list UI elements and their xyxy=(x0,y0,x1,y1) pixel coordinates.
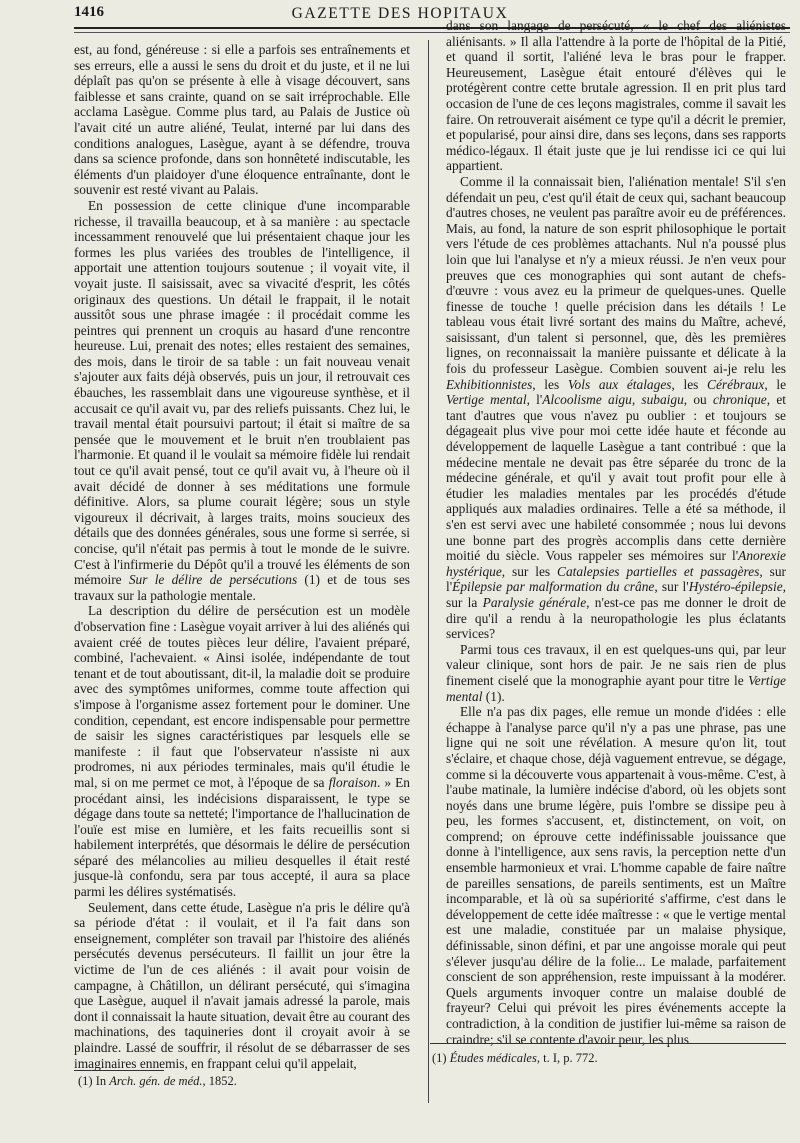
italic-title: Hystéro-épilepsie xyxy=(688,579,783,595)
paragraph: dans son langage de persécuté, « le chef des aliénistes aliénisants. » Il alla l'attendre à la porte de l'hôpital de la Pitié, et quand il sortit, l'aliéné leva le bras pour le frapper. Heureusement, Lasègue était entouré d'élèves qui le protégèrent contre cette brutale agression. Il en prit plus tard occasion de l'une de ces leçons magistrales, comme il savait les faire. On retrouverait aisément ce type qu'il a décrit le premier, et popularisé, pour ainsi dire, dans ses leçons, dans ses rapports médico-légaux. Il était juste que je lui rendisse ici ce qui lui appartient. xyxy=(446,18,786,174)
text-run: En possession de cette clinique d'une incomparable richesse, il travailla beaucoup, et à sa manière : au spectacle incessamment renouvelé que lui présentaient chaque jour les formes les plus variées des troubles de l'intelligence, il apportait une attention toujours soutenue ; il voyait vite, il voyait juste. Il saisissait, avec sa vivacité d'esprit, les côtés originaux des questions. Un détail le frappait, il le notait aussitôt sous une phrase imagée : il procédait comme les peintres qui prennent un croquis au hasard d'une rencontre heureuse. Lui, prenait des notes; elles restaient des semaines, des mois, dans le tiroir de sa table : un fait nouveau venait s'ajouter aux faits déjà observés, puis un jour, il retrouvait ces ébauches, les rassemblait dans une vigoureuse synthèse, et il accusait ce qu'il avait vu, par des reliefs puissants. Chez lui, le travail mental était poursuivi partout; il était si maître de sa pensée que le mouvement et le bruit n'en troublaient pas l'harmonie. Et quand il le voulait sa mémoire fidèle lui rendait tout ce qu'il avait pensé, tout ce qu'il avait vu, à l'heure où il avait décidé de donner à ses méditations une formule définitive. Alors, sa plume courait légère; sous un style vigoureux il décrivait, à larges traits, moins soucieux des détails que des données générales, sous une forme si serrée, si concise, qu'il n'était pas permis à tout le monde de le suivre. C'est à l'infirmerie du Dépôt qu'il a trouvé les éléments de son mémoire xyxy=(74,197,410,588)
footnote xyxy=(432,1051,598,1066)
italic-title: Vertige mental xyxy=(446,392,527,408)
column-separator xyxy=(428,40,429,1103)
text-run: Parmi tous ces travaux, il en est quelques-uns qui, par leur valeur clinique, sont hors de pair. Je ne sais rien de plus finement ciselé que la monographie ayant pour titre le xyxy=(446,641,786,688)
right-column xyxy=(446,18,786,1047)
footnote-rule xyxy=(74,1070,164,1071)
text-run: , n'est-ce pas me donner le droit de dire qu'il a rendu à la neuropathologie les plus éclatants services? xyxy=(446,594,786,642)
left-column xyxy=(74,42,410,1071)
paragraph xyxy=(74,198,410,603)
text-run: , les xyxy=(532,376,568,392)
text-run: , t. I, p. 772. xyxy=(536,1051,598,1065)
text-run: , ou xyxy=(683,392,713,408)
italic-source: Études médicales xyxy=(449,1051,537,1065)
paragraph xyxy=(446,174,786,642)
text-run: , sur l' xyxy=(654,579,689,595)
paragraph: est, au fond, généreuse : si elle a parfois ses entraînements et ses erreurs, elle a aussi le sens du droit et du juste, et il ne lui déplaît pas qu'on se présente à elle à visage découvert, sans faiblesse et sans crainte, quand on se sait irréprochable. Elle acclama Lasègue. Comme plus tard, au Palais de Justice où l'avait cité un autre aliéné, Teulat, interné par lui dans des conditions analogues, Lasègue, ayant à se défendre, trouva dans sa science profonde, dans son honnêteté indiscutable, les éléments d'un plaidoyer d'une éloquence entraînante, dont le souvenir est resté vivant au Palais. xyxy=(74,42,410,198)
text-run: (1) xyxy=(432,1051,450,1065)
italic-title: Paralysie générale xyxy=(482,594,587,610)
paragraph: Seulement, dans cette étude, Lasègue n'a pris le délire qu'à sa période d'état : il voulait, et il l'a fait dans son enseignement, compléter son travail par l'histoire des aliénés persécutés devenus persécuteurs. Il faillit un jour être la victime de l'un de ces aliénés : il avait pour voisin de campagne, à Châtillon, un délirant persécuté, qui s'imagina que Lasègue, auquel il n'avait jamais adressé la parole, mais dont il connaissait la haute situation, devait être au courant des machinations, des taquineries dont il croyait avoir à se plaindre. Lassé de souffrir, il résolut de se débarrasser de ses imaginaires ennemis, en frappant celui qu'il appelait, xyxy=(74,899,410,1071)
italic-title: Cérébraux xyxy=(707,376,765,392)
text-run: , sur les xyxy=(501,563,558,579)
text-run: , sur la xyxy=(446,579,786,610)
text-run: (1) In xyxy=(78,1074,110,1088)
running-title: GAZETTE DES HOPITAUX xyxy=(291,5,509,22)
text-run: (1) et de tous ses travaux sur la pathologie mentale. xyxy=(74,572,410,603)
text-run: Comme il la connaissait bien, l'aliénation mentale! S'il s'en défendait un peu, c'est qu'il était de ceux qui, sachant beaucoup d'autres choses, ne veulent pas paraître avoir eu de préférences. Mais, au fond, la nature de son esprit philosophique le portait vers l'étude de ces problèmes attachants. Nul n'a poussé plus loin que lui l'analyse et n'y a mieux réussi. Je n'en veux pour preuves que ces monographies qui sont autant de chefs-d'œuvre : vous avez eu la primeur de quelques-unes. Quelle finesse de touche ! quelle précision dans les détails ! Le tableau vous était livré sortant des mains du Maître, achevé, saisissant, d'un talent si personnel, que, dès les premières lignes, on reconnaissait la manière puissante et délicate à la fois du professeur Lasègue. Combien souvent ai-je relu les xyxy=(446,173,786,377)
italic-title: chronique xyxy=(712,392,767,408)
italic-title: Catalepsies partielles et passagères xyxy=(557,563,760,579)
text-run: . » En procédant ainsi, les indécisions disparaissent, le type se dégage dans toute sa netteté; l'importance de l'hallucination de l'ouïe est mise en lumière, et les faits recueillis sont si habilement interprétés, que désormais le délire de persécution séparé des mélancolies au milieu desquelles il était resté jusque-là confondu, sera par tous accepté, il aura sa place parmi les délires systématisés. xyxy=(74,774,410,900)
paragraph xyxy=(446,642,786,704)
text-run: , le xyxy=(764,376,787,392)
paragraph: Elle n'a pas dix pages, elle remue un monde d'idées : elle échappe à l'analyse parce qu'il n'y a pas une phrase, pas une ligne qui ne soit une révélation. A mesure qu'on lit, tout s'éclaire, et chaque chose, déjà vaguement entrevue, se dégage, comme si la découverte vous appartenait à vous-même. C'est, à l'aube matinale, la lumière indécise d'abord, où les objets sont noyés dans une brume légère, puis l'ombre se dissipe peu à peu, les formes s'accusent, et, distinctement, on voit, on comprend; on éprouve cette indéfinissable jouissance que donne à l'intelligence, aux sens ravis, la perception nette d'un ensemble harmonieux et vrai. L'homme capable de faire naître de pareilles sensations, de pareils sentiments, est un Maître incomparable, et là où sa supériorité s'affirme, c'est dans le développement de cette idée maîtresse : « que le vertige mental est une maladie, constituée par un malaise physique, définissable, sinon défini, et par une angoisse morale qui peut s'élever jusqu'au délire de la folie... Le malade, parfaitement conscient de son appréhension, reste impuissant à la modérer. Quels arguments invoquer contre un malaise doublé de frayeur? Celui qui prévoit les pires événements accepte la contradiction, à la condition de justifier lui-même sa raison de craindre; s'il se contente d'avoir peur, les plus xyxy=(446,704,786,1047)
paragraph xyxy=(74,603,410,899)
italic-title: Alcoolisme aigu, subaigu xyxy=(542,392,684,408)
text-run: , sur l' xyxy=(446,563,786,595)
text-run: La description du délire de persécution est un modèle d'observation fine : Lasègue voyait arriver à lui des aliénés qui avaient créé de toutes pièces leur délire, l'avaient préparé, combiné, l'achevaient. « Ainsi isolée, indépendante de tout tenant et de tout aboutissant, dit-il, la maladie doit se produire avec des symptômes uniformes, comme toute affection qui s'impose à l'organisme assez fortement pour le dominer. Une condition, cependant, est encore indispensable pour permettre de saisir les signes caractéristiques par lesquels elle se manifeste : il faut que l'observateur n'assiste ni aux prodromes, ni aux périodes terminales, mais qu'il étudie le mal, si on me permet ce mot, à l'époque de sa xyxy=(74,603,410,790)
italic-title: Sur le délire de persécutions xyxy=(128,572,298,588)
italic-title: Vertige mental xyxy=(446,672,786,704)
italic-title: Exhibitionnistes xyxy=(446,376,533,392)
text-run: , et tant d'autres que vous n'avez pu oublier : et toujours se dégageait plus vive pour moi cette idée haute et féconde au développement de laquelle Lasègue a tant contribué : que la médecine mentale ne devait pas être séparée du tronc de la médecine générale, et qu'il y avait tout profit pour elle à étudier les maladies mentales par les procédés d'étude appliqués aux maladies ordinaires. Telle a été sa méthode, il s'en est servi avec une habileté consommée ; nous lui devons une bonne part des progrès accomplis dans cette dernière moitié du siècle. Vous rappeler ses mémoires sur l' xyxy=(446,392,786,564)
text-run: , 1852. xyxy=(202,1074,237,1088)
footnote-rule xyxy=(430,1043,786,1044)
footnote xyxy=(78,1074,237,1089)
text-run: (1). xyxy=(482,688,505,704)
italic-title: Anorexie hystérique xyxy=(446,548,786,579)
page-number: 1416 xyxy=(74,4,104,20)
text-run: , l' xyxy=(526,392,543,408)
italic-source: Arch. gén. de méd. xyxy=(109,1074,203,1088)
italic-title: Vols aux étalages xyxy=(567,376,672,392)
italic-term: floraison xyxy=(328,774,377,790)
italic-title: Épilepsie par malformation du crâne xyxy=(452,579,655,595)
text-run: , les xyxy=(671,376,708,392)
